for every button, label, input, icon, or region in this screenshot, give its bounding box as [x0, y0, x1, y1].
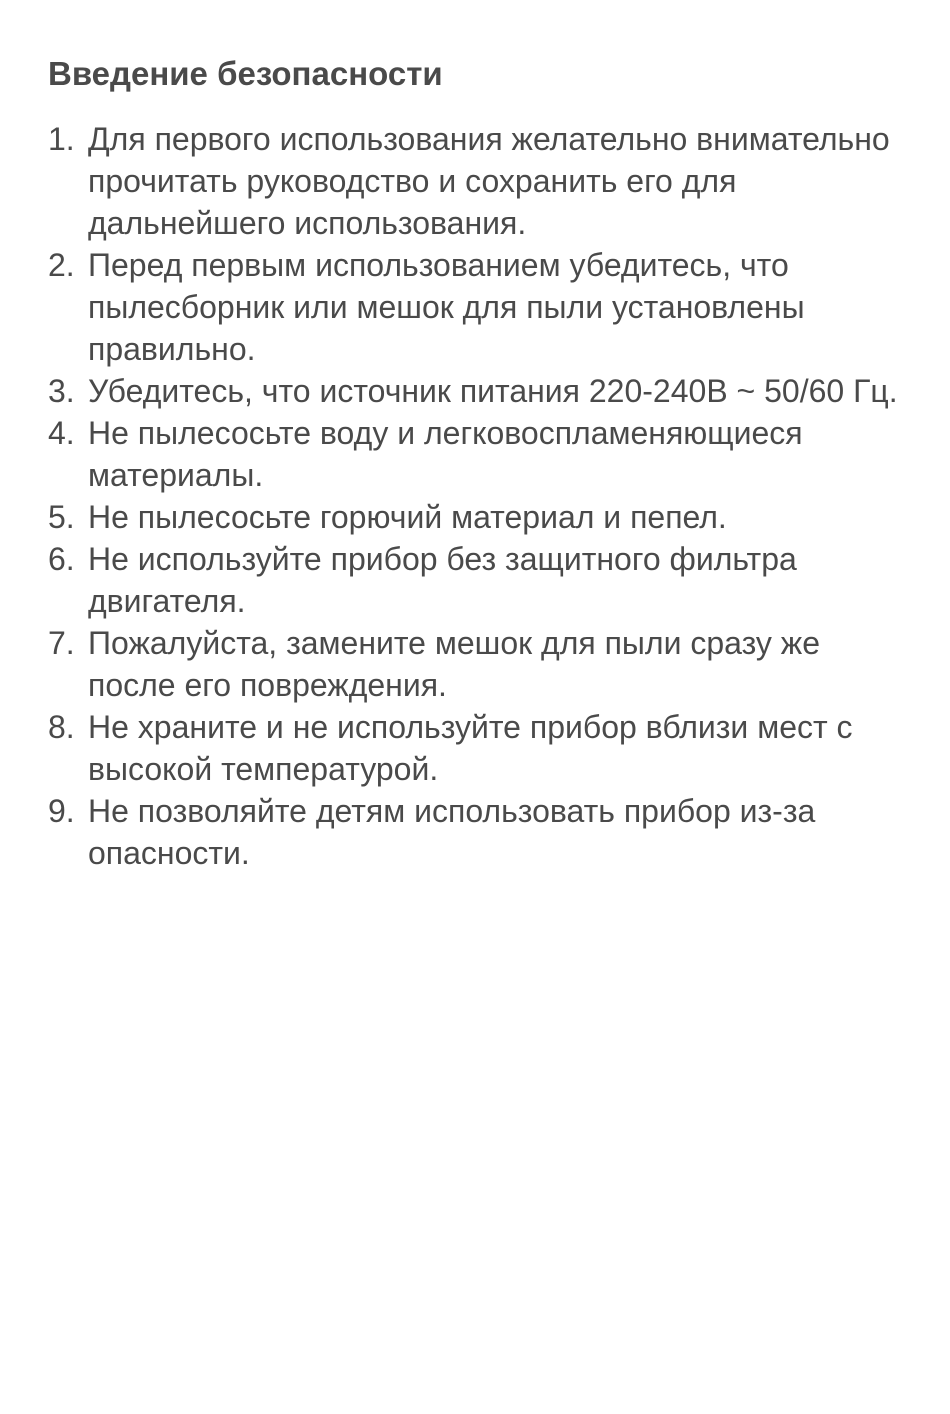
item-text: Не используйте прибор без защитного фильтра двигателя.	[88, 541, 797, 619]
list-item	[48, 706, 910, 790]
item-number: 4.	[48, 415, 75, 451]
item-text: Перед первым использованием убедитесь, что пылесборник или мешок для пыли установлены правильно.	[88, 247, 805, 367]
item-number: 2.	[48, 247, 75, 283]
item-text: Пожалуйста, замените мешок для пыли сразу же после его повреждения.	[88, 625, 820, 703]
item-number: 7.	[48, 625, 75, 661]
page-title: Введение безопасности	[48, 55, 443, 92]
item-number: 9.	[48, 793, 75, 829]
list-item	[48, 790, 910, 874]
list-item	[48, 496, 910, 538]
item-number: 6.	[48, 541, 75, 577]
item-text: Для первого использования желательно внимательно прочитать руководство и сохранить его для дальнейшего использования.	[88, 121, 890, 241]
list-item	[48, 118, 910, 244]
item-number: 8.	[48, 709, 75, 745]
item-text: Не пылесосьте горючий материал и пепел.	[88, 499, 727, 535]
item-text: Убедитесь, что источник питания 220-240В ~ 50/60 Гц.	[88, 373, 898, 409]
list-item	[48, 370, 910, 412]
item-text: Не пылесосьте воду и легковоспламеняющиеся материалы.	[88, 415, 803, 493]
item-text: Не храните и не используйте прибор вблизи мест с высокой температурой.	[88, 709, 853, 787]
list-item	[48, 244, 910, 370]
list-item	[48, 538, 910, 622]
item-number: 3.	[48, 373, 75, 409]
item-text: Не позволяйте детям использовать прибор из-за опасности.	[88, 793, 816, 871]
item-number: 1.	[48, 121, 75, 157]
safety-list	[48, 118, 910, 874]
list-item	[48, 412, 910, 496]
list-item	[48, 622, 910, 706]
item-number: 5.	[48, 499, 75, 535]
